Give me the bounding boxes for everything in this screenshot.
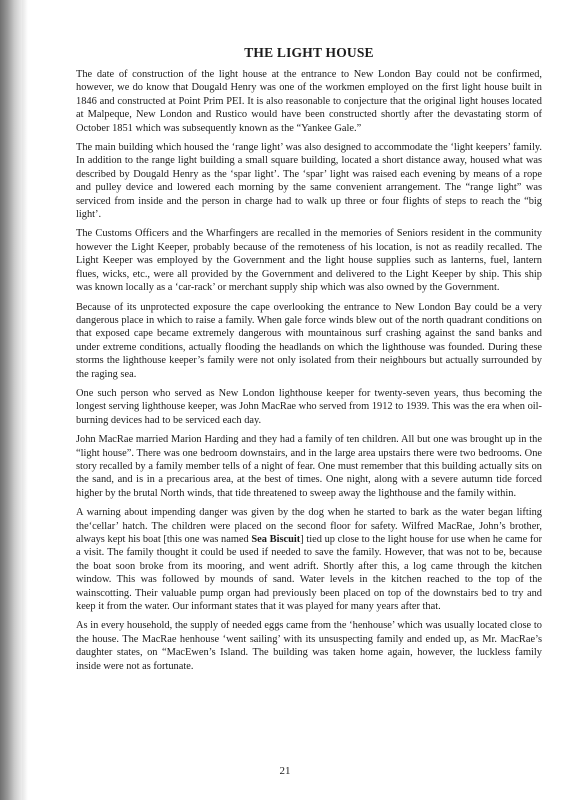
paragraph-henhouse: As in every household, the supply of needed eggs came from the ‘henhouse’ which was usually located close to the house. The MacRae henhouse ‘went sailing’ with its unsuspecting family and ended up, as Mr. MacRae’s daughter states, on “MacEwen’s Island. The building was taken home again, however, the luckless family inside were not as fortunate.	[76, 620, 542, 672]
paragraph-dangerous-cape: Because of its unprotected exposure the cape overlooking the entrance to New London Bay could be a very dangerous place in which to raise a family. When gale force winds blew out of the north quadrant conditions on that exposed cape became extremely dangerous with mountainous surf crashing against the sand banks and under extreme conditions, actually flooding the headlands on which the lighthouse was founded. During these storms the lighthouse keeper’s family were not only isolated from their neighbours but actually surrounded by the raging sea.	[76, 301, 542, 380]
paragraph-john-macrae: One such person who served as New London lighthouse keeper for twenty-seven years, thus becoming the longest serving lighthouse keeper, was John MacRae who served from 1912 to 1939. This was the era when oil-burning devices had to be serviced each day.	[76, 387, 542, 426]
paragraph-range-light: The main building which housed the ‘range light’ was also designed to accommodate the ‘light keepers’ family. In addition to the range light building a small square building, located a short distance away, housed what was described by Dougald Henry as the ‘spar light’. The ‘spar’ light was raised each evening by means of a rope and pulley device and lowered each morning by the same convenient arrangement. The “range light” was serviced from inside and the person in charge had to walk up three or four flights of steps to reach the “big light’.	[76, 142, 542, 221]
boat-name-sea-biscuit: Sea Biscuit	[251, 534, 301, 545]
paragraph-warning-dog	[76, 506, 542, 613]
page-title: THE LIGHT HOUSE	[244, 45, 374, 60]
paragraph-light-keeper: The Customs Officers and the Wharfingers are recalled in the memories of Seniors resident in the community however the Light Keeper, probably because of the remoteness of his location, is not as readily recalled. The Light Keeper was employed by the Government and the light house supplies such as lanterns, fuel, lantern flues, wicks, etc., were all provided by the Government and delivered to the Light Keeper by ship. This ship was known locally as a ‘car-rack’ or merchant supply ship which was also owned by the Government.	[76, 228, 542, 294]
page-number: 21	[279, 765, 291, 777]
document-page	[76, 44, 542, 679]
paragraph-construction-date: The date of construction of the light house at the entrance to New London Bay could not be confirmed, however, we do know that Dougald Henry was one of the workmen employed on the first light house built in 1846 and constructed at Point Prim PEI. It is also reasonable to conjecture that the original light houses located at Malpeque, New London and Rustico would have been constructed shortly after the devastating storm of October 1851 which was subsequently known as the “Yankee Gale.”	[76, 69, 542, 134]
page-gutter	[22, 0, 28, 800]
paragraph-warning-text-end: ] tied up close to the light house for use when he came for a visit. The family thought it could be used if needed to save the family. However, that was not to be, because the boat soon broke from its mooring, and went adrift. Shortly after this, a log came through the kitchen window. This was followed by mounds of sand. Water levels in the kitchen reached to the top of the wainscotting. Their valuable pump organ had previously been placed on top of the downstairs bed to try and keep it from the water. Our informant states that it was played for many years after that.	[76, 534, 543, 613]
paragraph-macrae-family: John MacRae married Marion Harding and they had a family of ten children. All but one was brought up in the “light house”. There was one bedroom downstairs, and in the large area upstairs there were two bedrooms. One story recalled by a family member tells of a night of fear. One must remember that this building actually sits on the sand, and is in a precarious area, at the best of times. One night, along with a severe autumn tide forced higher by the brutal North winds, that tide threatened to sweep away the lighthouse and the family within.	[76, 434, 542, 499]
book-spine-shadow	[0, 0, 22, 800]
paragraph-warning-text-start: A warning about impending danger was given by the dog when he started to bark as the water began lifting the‘cellar’ hatch. The children were placed on the second floor for safety. Wilfred MacRae, John’s brother, always kept his boat [this one was named	[76, 507, 542, 545]
